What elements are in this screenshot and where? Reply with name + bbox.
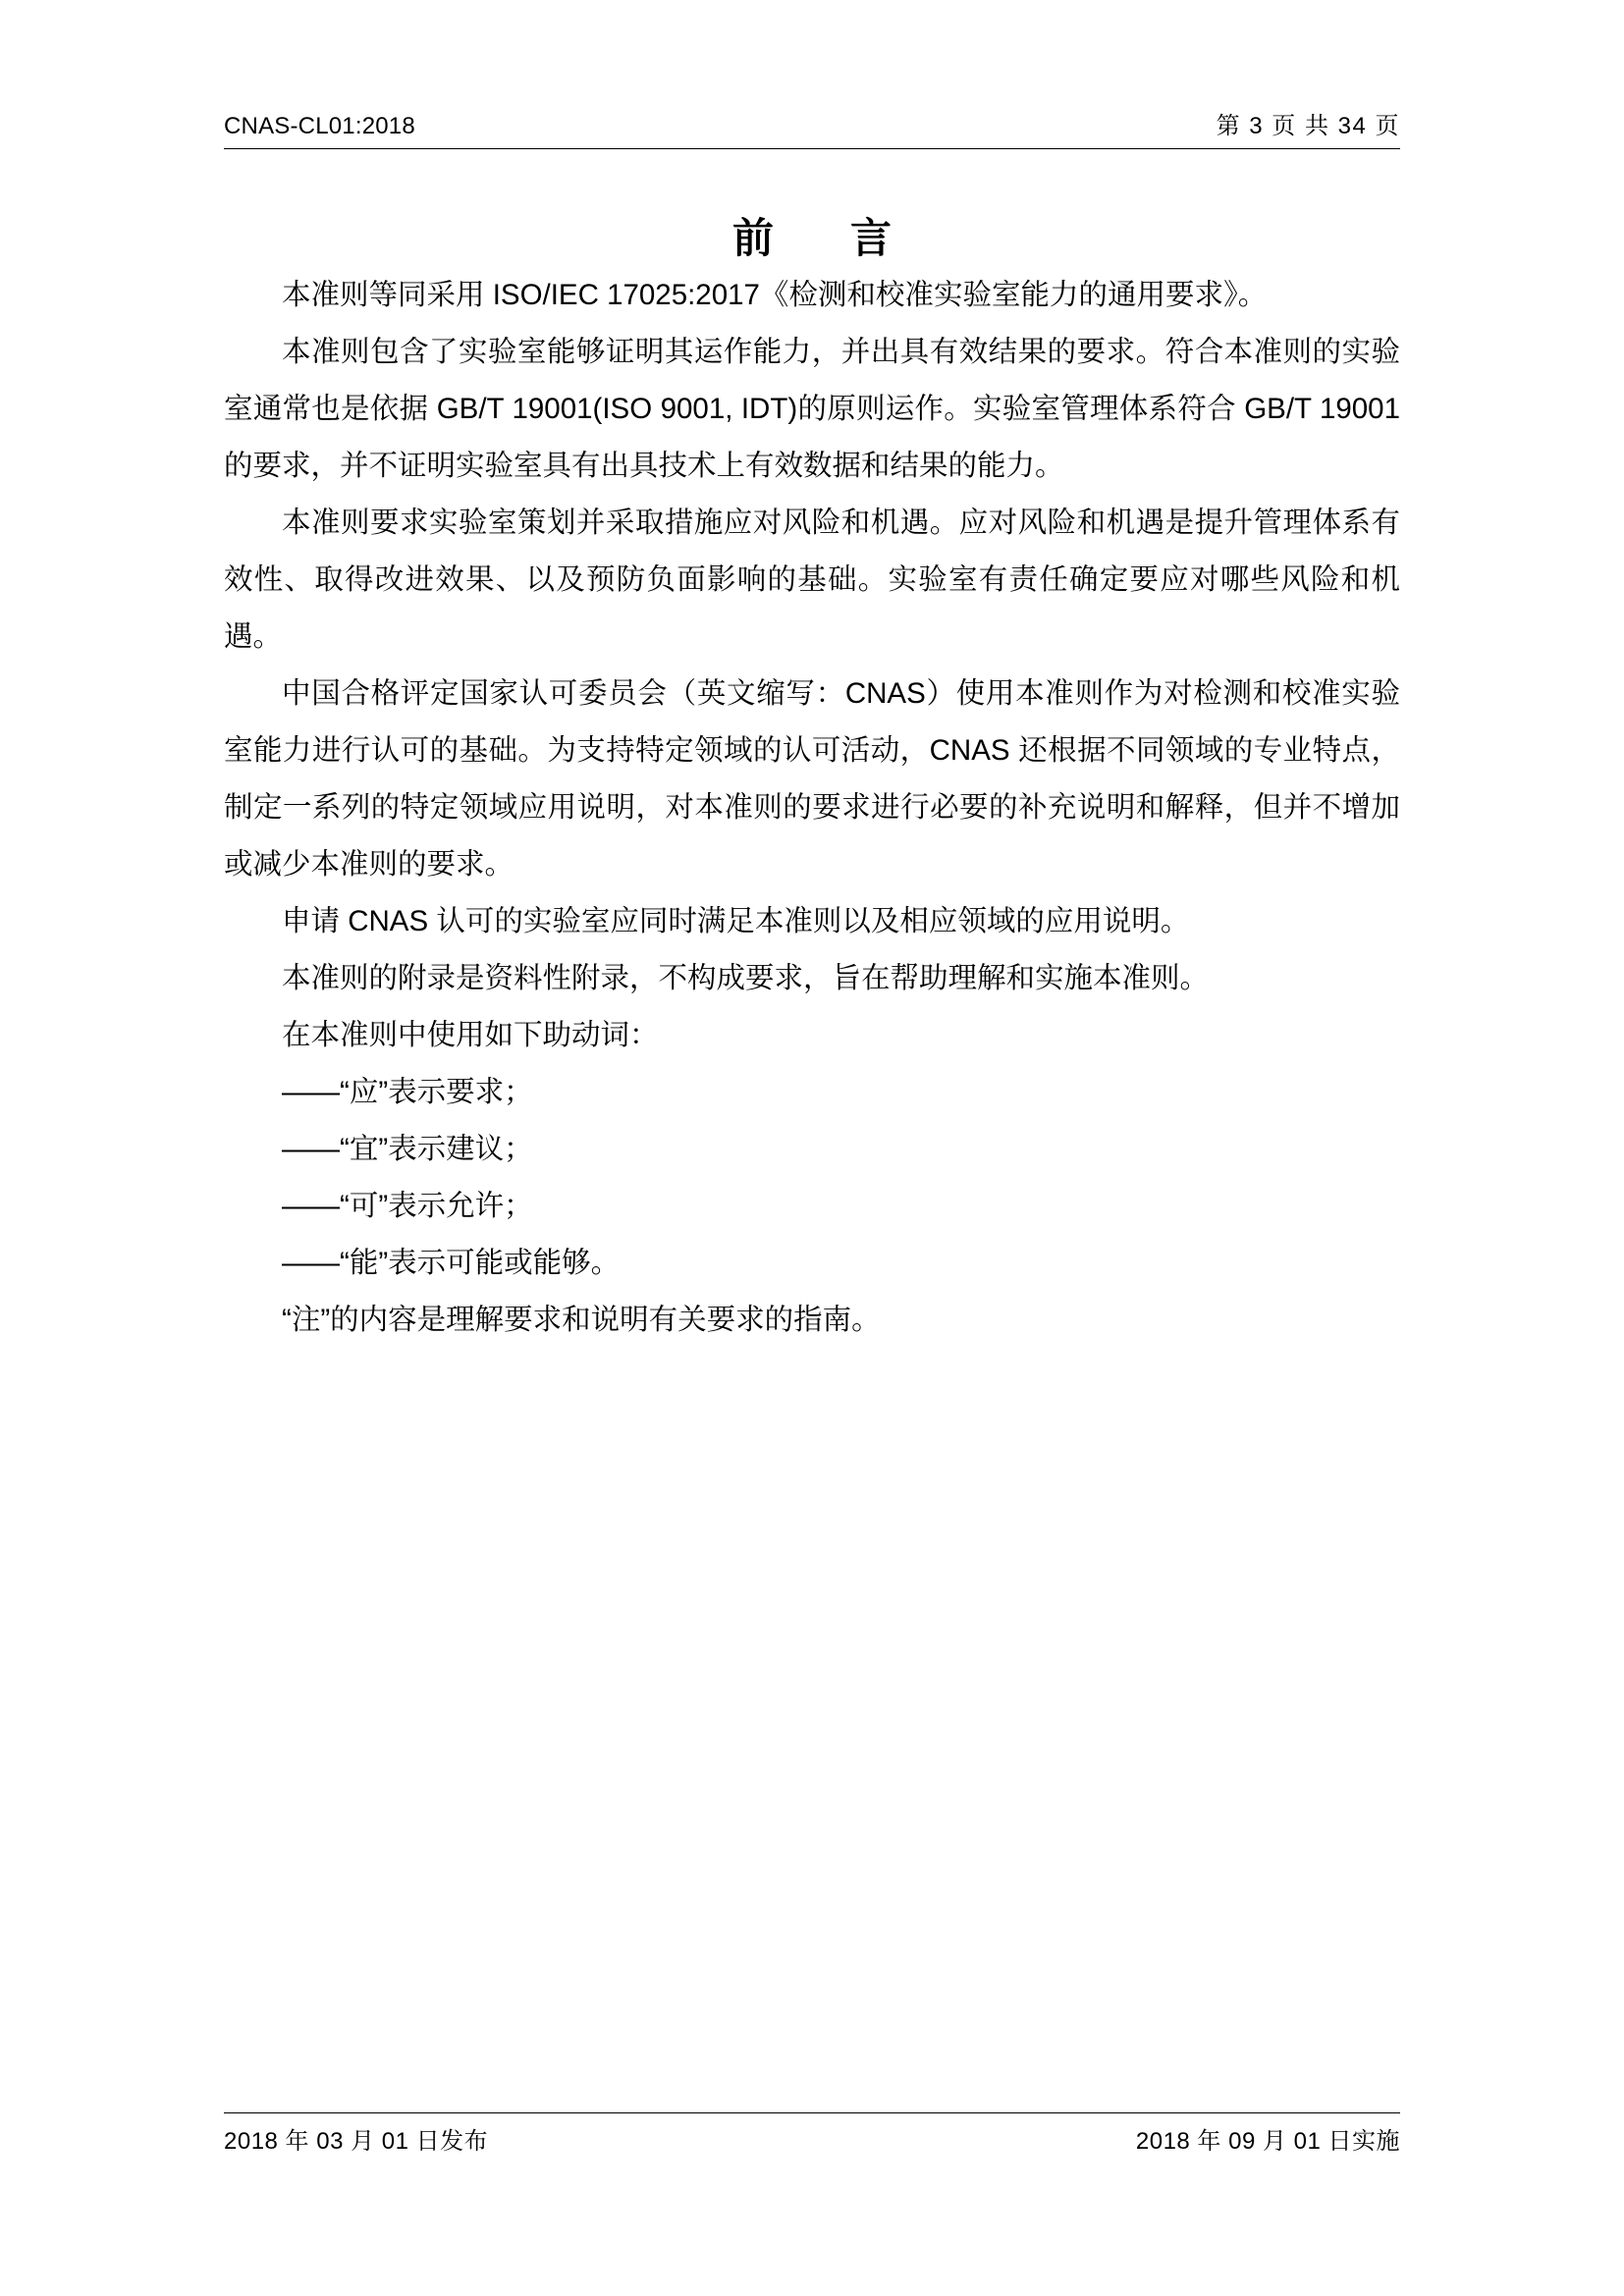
page-number-indicator: 第 3 页 共 34 页 [1216, 113, 1400, 139]
issue-date: 2018 年 03 月 01 日发布 [224, 2128, 489, 2155]
modal-verb-item-may: ——“可”表示允许； [282, 1190, 533, 1222]
effective-date: 2018 年 09 月 01 日实施 [1135, 2128, 1400, 2155]
modal-verb-item-should: ——“宜”表示建议； [282, 1133, 533, 1165]
paragraph-7: 在本准则中使用如下助动词： [282, 1019, 659, 1051]
document-body [224, 267, 1400, 1349]
modal-verb-item-can: ——“能”表示可能或能够。 [282, 1247, 621, 1279]
paragraph-1: 本准则等同采用 ISO/IEC 17025:2017《检测和校准实验室能力的通用要求》。 [282, 279, 1268, 311]
paragraph-3: 本准则要求实验室策划并采取措施应对风险和机遇。应对风险和机遇是提升管理体系有效性、取得改进效果、以及预防负面影响的基础。实验室有责任确定要应对哪些风险和机遇。 [224, 507, 1400, 653]
page-header [224, 106, 1400, 149]
page-footer [224, 2112, 1400, 2156]
page-title: 前 言 [731, 214, 909, 263]
document-code: CNAS-CL01:2018 [224, 113, 415, 139]
page-content-area [224, 0, 1400, 2296]
paragraph-6: 本准则的附录是资料性附录，不构成要求，旨在帮助理解和实施本准则。 [282, 962, 1210, 994]
modal-verb-item-shall: ——“应”表示要求； [282, 1076, 533, 1108]
paragraph-4: 中国合格评定国家认可委员会（英文缩写：CNAS）使用本准则作为对检测和校准实验室能力进行认可的基础。为支持特定领域的认可活动，CNAS 还根据不同领域的专业特点，制定一系列的特定领域应用说明，对本准则的要求进行必要的补充说明和解释，但并不增加或减少本准则的要求。 [224, 677, 1400, 881]
paragraph-note: “注”的内容是理解要求和说明有关要求的指南。 [282, 1304, 881, 1336]
paragraph-5: 申请 CNAS 认可的实验室应同时满足本准则以及相应领域的应用说明。 [282, 905, 1190, 937]
paragraph-2: 本准则包含了实验室能够证明其运作能力，并出具有效结果的要求。符合本准则的实验室通常也是依据 GB/T 19001(ISO 9001, IDT)的原则运作。实验室管理体系符合 GB/T 19001 的要求，并不证明实验室具有出具技术上有效数据和结果的能力。 [224, 336, 1400, 482]
